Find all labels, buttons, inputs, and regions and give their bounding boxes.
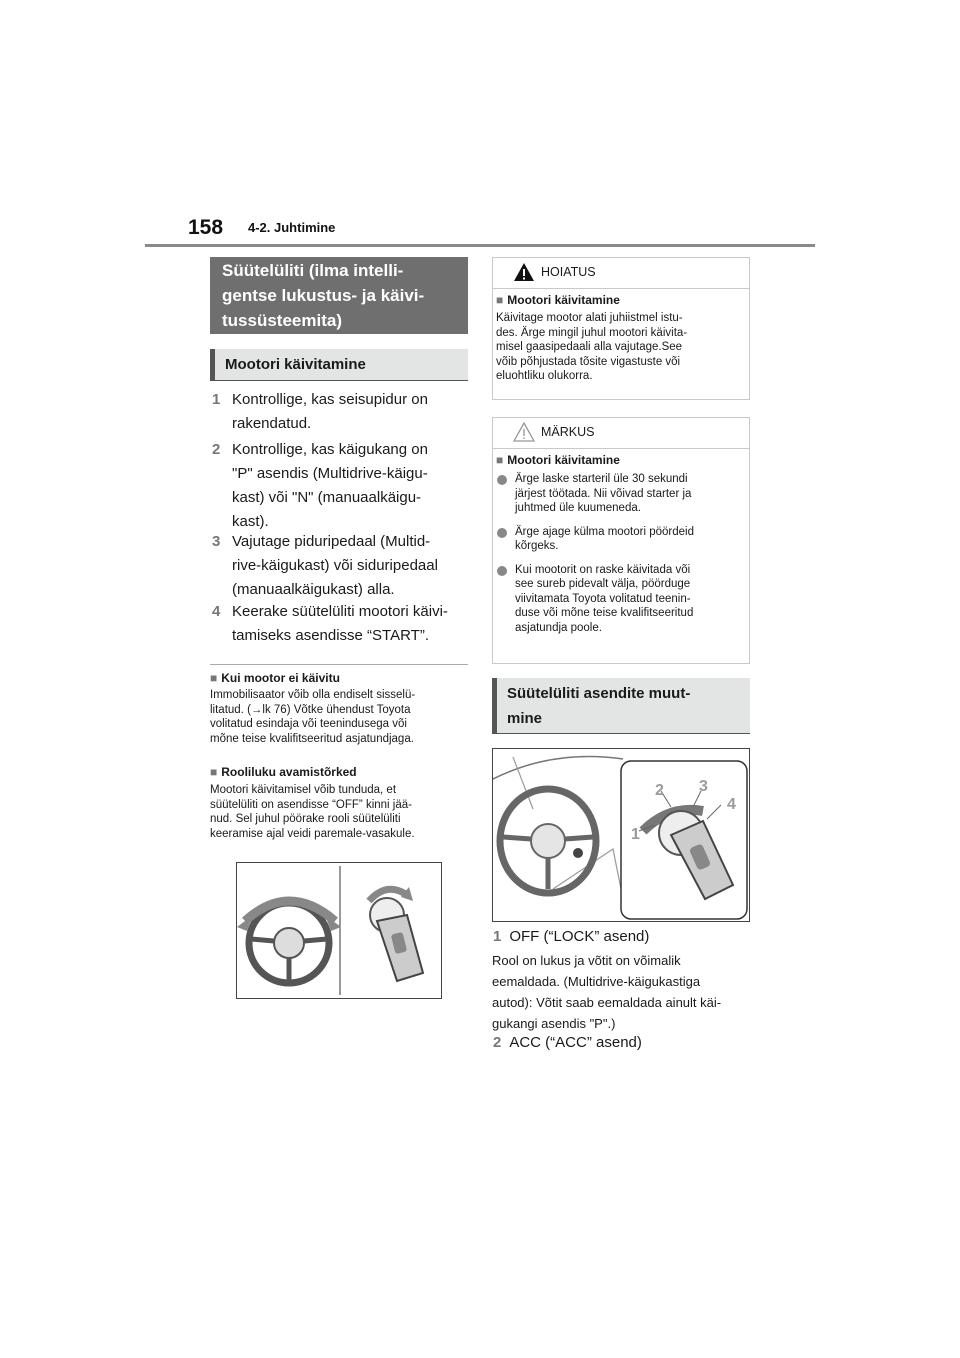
- step-text: kast).: [232, 513, 269, 530]
- notice-line: juhtmed üle kuumeneda.: [515, 502, 641, 514]
- description-line: autod): Võtit saab eemaldada ainult käi-: [492, 995, 722, 1010]
- steering-wheel-key-drawing: [237, 863, 441, 998]
- note-line: keeramise ajal veidi paremale-vasakule.: [210, 827, 415, 840]
- subheading-ignition-positions: [492, 678, 750, 734]
- description-line: Rool on lukus ja võtit on võimalik: [492, 953, 681, 968]
- subheading-line: mine: [507, 710, 543, 727]
- note-body: [210, 688, 472, 746]
- note-line: süütelüliti on asendisse “OFF” kinni jää-: [210, 798, 412, 811]
- note-line: litatud. (→lk 76) Võtke ühendust Toyota: [210, 703, 411, 716]
- notice-heading: [493, 449, 749, 467]
- step-text: OFF (“LOCK” asend): [509, 928, 650, 945]
- step-number: 3: [212, 533, 221, 550]
- position-description: [492, 950, 752, 1034]
- note-line: Immobilisaator võib olla endiselt sisselü-: [210, 689, 416, 701]
- notice-header: [493, 418, 749, 449]
- step-item: [212, 600, 474, 648]
- page-number: 158: [188, 216, 224, 239]
- section-title-line: gentse lukustus- ja käivi-: [222, 286, 425, 305]
- step-text: rive-käigukast) või siduripedaal: [232, 557, 438, 574]
- step-text: Vajutage piduripedaal (Multid-: [232, 533, 431, 550]
- note-line: volitatud esindaja või teenindusega või: [210, 718, 407, 730]
- note-line: Mootori käivitamisel võib tunduda, et: [210, 784, 397, 796]
- note-divider: [210, 664, 468, 665]
- position-label: 4: [727, 796, 736, 813]
- note-line: mõne teise kvalifitseeritud asjatundjaga.: [210, 732, 414, 745]
- notice-bullet: [493, 472, 749, 516]
- step-number: 2: [212, 441, 221, 458]
- warning-label: HOIATUS: [541, 265, 596, 279]
- warning-line: Käivitage mootor alati juhiistmel istu-: [496, 312, 683, 324]
- note-body: [210, 783, 472, 841]
- note-heading: [210, 765, 357, 779]
- step-number: 1: [212, 391, 221, 408]
- notice-bullet: [493, 525, 749, 554]
- warning-box: [492, 257, 750, 400]
- step-text: (manuaalkäigukast) alla.: [232, 581, 395, 598]
- square-bullet-icon: ■: [210, 765, 218, 779]
- warning-header: [493, 258, 749, 289]
- bullet-dot-icon: [497, 475, 507, 485]
- notice-line: see sureb pidevalt välja, pöörduge: [515, 578, 691, 590]
- description-line: gukangi asendis "P".): [492, 1016, 616, 1031]
- description-line: eemaldada. (Multidrive-käigukastiga: [492, 974, 701, 989]
- position-step: [493, 1033, 642, 1053]
- warning-heading: [493, 289, 749, 307]
- notice-box: [492, 417, 750, 664]
- section-title-line: tussüsteemita): [222, 311, 342, 330]
- warning-heading-text: Mootori käivitamine: [507, 293, 620, 307]
- subheading-line: Süütelüliti asendite muut-: [507, 685, 691, 702]
- bullet-dot-icon: [497, 566, 507, 576]
- position-step: [493, 927, 649, 947]
- warning-line: eluohtliku olukorra.: [496, 370, 593, 382]
- bullet-dot-icon: [497, 528, 507, 538]
- notice-line: viivitamata Toyota volitatud teenin-: [515, 592, 691, 605]
- header-rule: [145, 244, 815, 247]
- step-text: kast) või "N" (manuaalkäigu-: [232, 489, 422, 506]
- notice-line: kõrgeks.: [515, 540, 559, 552]
- notice-line: järjest töötada. Nii võivad starter ja: [515, 487, 692, 500]
- warning-line: misel gaasipedaali alla vajutage.See: [496, 341, 683, 353]
- warning-icon: [513, 262, 535, 282]
- warning-line: des. Ärge mingil juhul mootori käivita-: [496, 326, 688, 339]
- step-text: Kontrollige, kas käigukang on: [232, 441, 428, 458]
- square-bullet-icon: ■: [496, 293, 504, 307]
- square-bullet-icon: ■: [496, 453, 504, 467]
- step-item: [212, 388, 474, 436]
- position-label: 1: [631, 826, 640, 843]
- ignition-drawing: [493, 749, 749, 921]
- subheading-engine-start: Mootori käivitamine: [210, 349, 468, 381]
- note-heading: [210, 671, 340, 685]
- notice-line: duse või mõne teise kvalifitseeritud: [515, 607, 694, 619]
- step-text: "P" asendis (Multidrive-käigu-: [232, 465, 428, 482]
- step-item: [212, 530, 474, 602]
- step-number: 1: [493, 928, 502, 945]
- notice-label: MÄRKUS: [541, 425, 595, 439]
- section-title-line: Süütelüliti (ilma intelli-: [222, 261, 404, 280]
- notice-line: Kui mootorit on raske käivitada või: [515, 563, 691, 576]
- steering-lock-illustration: [236, 862, 442, 999]
- step-number: 2: [493, 1034, 502, 1051]
- notice-line: Ärge laske starteril üle 30 sekundi: [515, 473, 688, 485]
- step-text: rakendatud.: [232, 415, 312, 432]
- caution-icon: [513, 422, 535, 442]
- step-number: 4: [212, 603, 221, 620]
- note-line: nud. Sel juhul pöörake rooli süütelüliti: [210, 813, 401, 825]
- ignition-positions-illustration: [492, 748, 750, 922]
- square-bullet-icon: ■: [210, 671, 218, 685]
- position-label: 3: [699, 778, 708, 795]
- notice-bullet: [493, 563, 749, 636]
- warning-line: võib põhjustada tõsite vigastuste või: [496, 355, 681, 368]
- step-text: Keerake süütelüliti mootori käivi-: [232, 603, 448, 620]
- section-path: 4-2. Juhtimine: [248, 220, 336, 235]
- notice-heading-text: Mootori käivitamine: [507, 453, 620, 467]
- position-label: 2: [655, 782, 664, 799]
- step-text: tamiseks asendisse “START”.: [232, 627, 429, 644]
- step-item: [212, 438, 474, 534]
- notice-line: Ärge ajage külma mootori pöördeid: [515, 525, 694, 538]
- step-text: ACC (“ACC” asend): [509, 1034, 642, 1051]
- note-heading-text: Rooliluku avamistõrked: [221, 765, 357, 779]
- step-text: Kontrollige, kas seisupidur on: [232, 391, 428, 408]
- notice-line: asjatundja poole.: [515, 621, 602, 634]
- warning-body: [493, 307, 749, 384]
- note-heading-text: Kui mootor ei käivitu: [221, 671, 340, 685]
- section-title: [210, 257, 468, 334]
